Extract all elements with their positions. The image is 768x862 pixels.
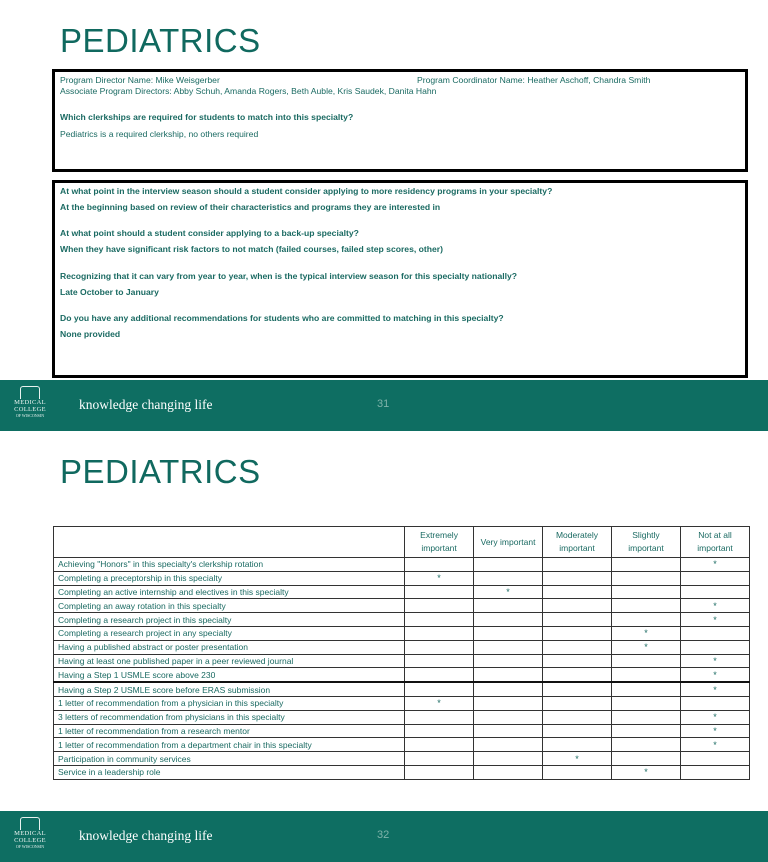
rating-cell bbox=[543, 613, 612, 627]
rating-cell bbox=[474, 558, 543, 572]
program-info-box bbox=[52, 69, 748, 172]
importance-table bbox=[53, 526, 750, 780]
answer-clerkships: Pediatrics is a required clerkship, no others required bbox=[60, 129, 259, 140]
rating-cell: * bbox=[543, 752, 612, 766]
rating-cell bbox=[611, 724, 680, 738]
row-label: Completing a research project in any specialty bbox=[54, 626, 405, 640]
rating-cell: * bbox=[611, 626, 680, 640]
rating-cell bbox=[611, 654, 680, 668]
rating-cell: * bbox=[680, 668, 749, 682]
rating-cell bbox=[680, 752, 749, 766]
rating-cell bbox=[611, 558, 680, 572]
question-recommendations: Do you have any additional recommendations for students who are committed to matching in this specialty? bbox=[60, 313, 504, 324]
rating-cell bbox=[543, 710, 612, 724]
rating-cell bbox=[405, 654, 474, 668]
rating-cell bbox=[474, 682, 543, 696]
answer-backup: When they have significant risk factors to not match (failed courses, failed step scores, other) bbox=[60, 244, 443, 255]
program-coordinator: Program Coordinator Name: Heather Aschoff, Chandra Smith bbox=[417, 75, 651, 85]
page-title: PEDIATRICS bbox=[60, 453, 261, 490]
rating-cell bbox=[543, 626, 612, 640]
rating-cell bbox=[680, 640, 749, 654]
page-title: PEDIATRICS bbox=[60, 22, 261, 59]
footer-tagline: knowledge changing life bbox=[79, 397, 213, 412]
rating-cell bbox=[405, 640, 474, 654]
rating-cell bbox=[611, 571, 680, 585]
rating-cell bbox=[611, 599, 680, 613]
rating-cell bbox=[405, 558, 474, 572]
rating-cell bbox=[680, 765, 749, 779]
footer-bar bbox=[0, 811, 768, 862]
rating-cell bbox=[405, 710, 474, 724]
rating-cell bbox=[543, 599, 612, 613]
row-label: Completing an active internship and electives in this specialty bbox=[54, 585, 405, 599]
row-label: Service in a leadership role bbox=[54, 765, 405, 779]
rating-cell bbox=[543, 668, 612, 682]
question-clerkships: Which clerkships are required for students to match into this specialty? bbox=[60, 112, 354, 123]
rating-cell bbox=[405, 585, 474, 599]
rating-cell bbox=[474, 710, 543, 724]
rating-cell bbox=[611, 710, 680, 724]
rating-cell bbox=[474, 668, 543, 682]
rating-cell bbox=[474, 640, 543, 654]
table-row bbox=[54, 558, 750, 572]
row-label: Having a published abstract or poster presentation bbox=[54, 640, 405, 654]
rating-cell bbox=[405, 765, 474, 779]
rating-cell bbox=[680, 626, 749, 640]
header-blank bbox=[54, 527, 405, 558]
rating-cell bbox=[611, 738, 680, 752]
rating-cell bbox=[543, 724, 612, 738]
table-row bbox=[54, 654, 750, 668]
row-label: Completing a research project in this specialty bbox=[54, 613, 405, 627]
rating-cell bbox=[543, 682, 612, 696]
rating-cell bbox=[405, 599, 474, 613]
rating-cell bbox=[405, 626, 474, 640]
page-number: 32 bbox=[377, 829, 390, 841]
rating-cell bbox=[405, 682, 474, 696]
rating-cell bbox=[474, 752, 543, 766]
college-logo: MEDICAL COLLEGE OF WISCONSIN bbox=[8, 386, 52, 426]
table-row bbox=[54, 752, 750, 766]
row-label: 1 letter of recommendation from a physician in this specialty bbox=[54, 696, 405, 710]
book-icon bbox=[20, 817, 40, 830]
rating-cell bbox=[611, 696, 680, 710]
row-label: Participation in community services bbox=[54, 752, 405, 766]
row-label: Having a Step 1 USMLE score above 230 bbox=[54, 668, 405, 682]
rating-cell: * bbox=[680, 654, 749, 668]
row-label: Achieving "Honors" in this specialty's clerkship rotation bbox=[54, 558, 405, 572]
row-label: Completing a preceptorship in this specialty bbox=[54, 571, 405, 585]
rating-cell: * bbox=[680, 710, 749, 724]
table-row bbox=[54, 765, 750, 779]
rating-cell bbox=[680, 571, 749, 585]
rating-cell bbox=[474, 696, 543, 710]
table-header-row bbox=[54, 527, 750, 558]
rating-cell bbox=[543, 571, 612, 585]
rating-cell bbox=[543, 765, 612, 779]
page-number: 31 bbox=[377, 398, 390, 410]
rating-cell bbox=[543, 738, 612, 752]
rating-cell bbox=[474, 724, 543, 738]
table-row bbox=[54, 585, 750, 599]
program-director: Program Director Name: Mike Weisgerber bbox=[60, 75, 220, 85]
row-label: 3 letters of recommendation from physicians in this specialty bbox=[54, 710, 405, 724]
row-label: Completing an away rotation in this specialty bbox=[54, 599, 405, 613]
table-row bbox=[54, 613, 750, 627]
rating-cell bbox=[611, 613, 680, 627]
rating-cell: * bbox=[405, 696, 474, 710]
rating-cell: * bbox=[611, 640, 680, 654]
interview-questions-box bbox=[52, 180, 748, 378]
rating-cell bbox=[611, 752, 680, 766]
rating-cell bbox=[405, 752, 474, 766]
rating-cell bbox=[405, 613, 474, 627]
rating-cell bbox=[474, 765, 543, 779]
rating-cell: * bbox=[680, 738, 749, 752]
table-row bbox=[54, 710, 750, 724]
table-row bbox=[54, 724, 750, 738]
header-very: Very important bbox=[474, 527, 543, 558]
table-row bbox=[54, 626, 750, 640]
question-apply-more: At what point in the interview season should a student consider applying to more residency programs in your specialty? bbox=[60, 186, 553, 196]
row-label: 1 letter of recommendation from a department chair in this specialty bbox=[54, 738, 405, 752]
rating-cell bbox=[680, 696, 749, 710]
rating-cell bbox=[474, 626, 543, 640]
rating-cell bbox=[474, 613, 543, 627]
table-row bbox=[54, 696, 750, 710]
rating-cell bbox=[474, 738, 543, 752]
row-label: 1 letter of recommendation from a research mentor bbox=[54, 724, 405, 738]
table-row bbox=[54, 668, 750, 682]
slide-32 bbox=[0, 431, 768, 862]
rating-cell bbox=[543, 558, 612, 572]
rating-cell bbox=[543, 640, 612, 654]
rating-cell: * bbox=[474, 585, 543, 599]
row-label: Having at least one published paper in a peer reviewed journal bbox=[54, 654, 405, 668]
rating-cell: * bbox=[680, 558, 749, 572]
rating-cell bbox=[611, 682, 680, 696]
rating-cell bbox=[680, 585, 749, 599]
rating-cell: * bbox=[611, 765, 680, 779]
rating-cell: * bbox=[680, 724, 749, 738]
table-row bbox=[54, 571, 750, 585]
rating-cell: * bbox=[680, 682, 749, 696]
question-interview-season: Recognizing that it can vary from year to year, when is the typical interview season for this specialty nationally? bbox=[60, 270, 518, 281]
rating-cell bbox=[474, 654, 543, 668]
college-logo: MEDICAL COLLEGE OF WISCONSIN bbox=[8, 817, 52, 857]
header-slightly: Slightly important bbox=[611, 527, 680, 558]
row-label: Having a Step 2 USMLE score before ERAS submission bbox=[54, 682, 405, 696]
rating-cell bbox=[611, 668, 680, 682]
header-not-at-all: Not at all important bbox=[680, 527, 749, 558]
footer-tagline: knowledge changing life bbox=[79, 828, 213, 843]
rating-cell: * bbox=[680, 613, 749, 627]
rating-cell: * bbox=[405, 571, 474, 585]
question-backup: At what point should a student consider applying to a back-up specialty? bbox=[60, 228, 359, 239]
rating-cell bbox=[405, 668, 474, 682]
answer-apply-more: At the beginning based on review of their characteristics and programs they are interested in bbox=[60, 201, 441, 212]
header-moderately: Moderately important bbox=[543, 527, 612, 558]
answer-interview-season: Late October to January bbox=[60, 286, 159, 297]
rating-cell bbox=[543, 585, 612, 599]
table-row bbox=[54, 599, 750, 613]
table-row bbox=[54, 640, 750, 654]
header-extremely: Extremely important bbox=[405, 527, 474, 558]
table-row bbox=[54, 738, 750, 752]
rating-cell: * bbox=[680, 599, 749, 613]
rating-cell bbox=[543, 696, 612, 710]
table-row bbox=[54, 682, 750, 696]
footer-bar bbox=[0, 380, 768, 431]
rating-cell bbox=[405, 738, 474, 752]
rating-cell bbox=[543, 654, 612, 668]
answer-recommendations: None provided bbox=[60, 329, 121, 340]
associate-directors: Associate Program Directors: Abby Schuh, Amanda Rogers, Beth Auble, Kris Saudek, Danita Hahn bbox=[60, 85, 437, 96]
rating-cell bbox=[611, 585, 680, 599]
book-icon bbox=[20, 386, 40, 399]
rating-cell bbox=[474, 571, 543, 585]
rating-cell bbox=[474, 599, 543, 613]
rating-cell bbox=[405, 724, 474, 738]
